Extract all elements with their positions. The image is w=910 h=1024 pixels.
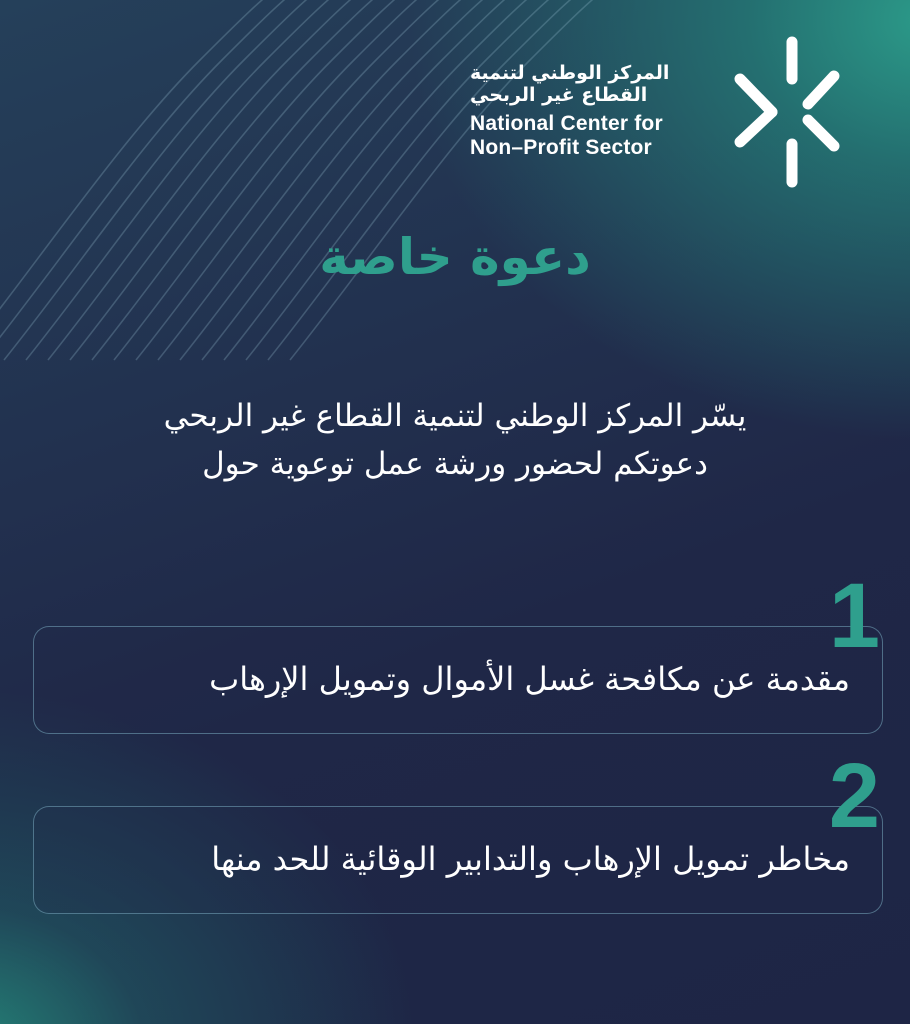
- topic-text-1: مقدمة عن مكافحة غسل الأموال وتمويل الإرهاب: [209, 660, 850, 698]
- logo-english-line-1: National Center for: [470, 112, 663, 135]
- topic-number-2: 2: [828, 745, 880, 847]
- topic-card-1: [33, 626, 883, 734]
- decorative-line: [0, 0, 380, 360]
- decorative-line: [92, 0, 512, 360]
- intro-line-1: يسّر المركز الوطني لتنمية القطاع غير الربحي: [163, 398, 747, 434]
- page-title: دعوة خاصة: [319, 228, 591, 286]
- decorative-line: [70, 0, 490, 360]
- topic-card-2: [33, 806, 883, 914]
- decorative-line: [26, 0, 446, 360]
- intro-text: [60, 392, 850, 488]
- logo-english-line-2: Non–Profit Sector: [470, 136, 652, 159]
- decorative-line: [4, 0, 424, 360]
- organization-logo: [470, 34, 840, 194]
- logo-arabic-line-2: القطاع غير الربحي: [470, 84, 648, 106]
- decorative-line: [114, 0, 534, 360]
- decorative-line: [0, 0, 402, 360]
- ncnp-logo-mark-icon: [730, 34, 840, 189]
- decorative-line: [48, 0, 468, 360]
- topic-text-2: مخاطر تمويل الإرهاب والتدابير الوقائية للحد منها: [211, 840, 850, 878]
- topic-number-1: 1: [828, 565, 880, 667]
- logo-text: [470, 62, 710, 160]
- intro-line-2: دعوتكم لحضور ورشة عمل توعوية حول: [202, 446, 708, 482]
- logo-arabic-line-1: المركز الوطني لتنمية: [470, 62, 670, 84]
